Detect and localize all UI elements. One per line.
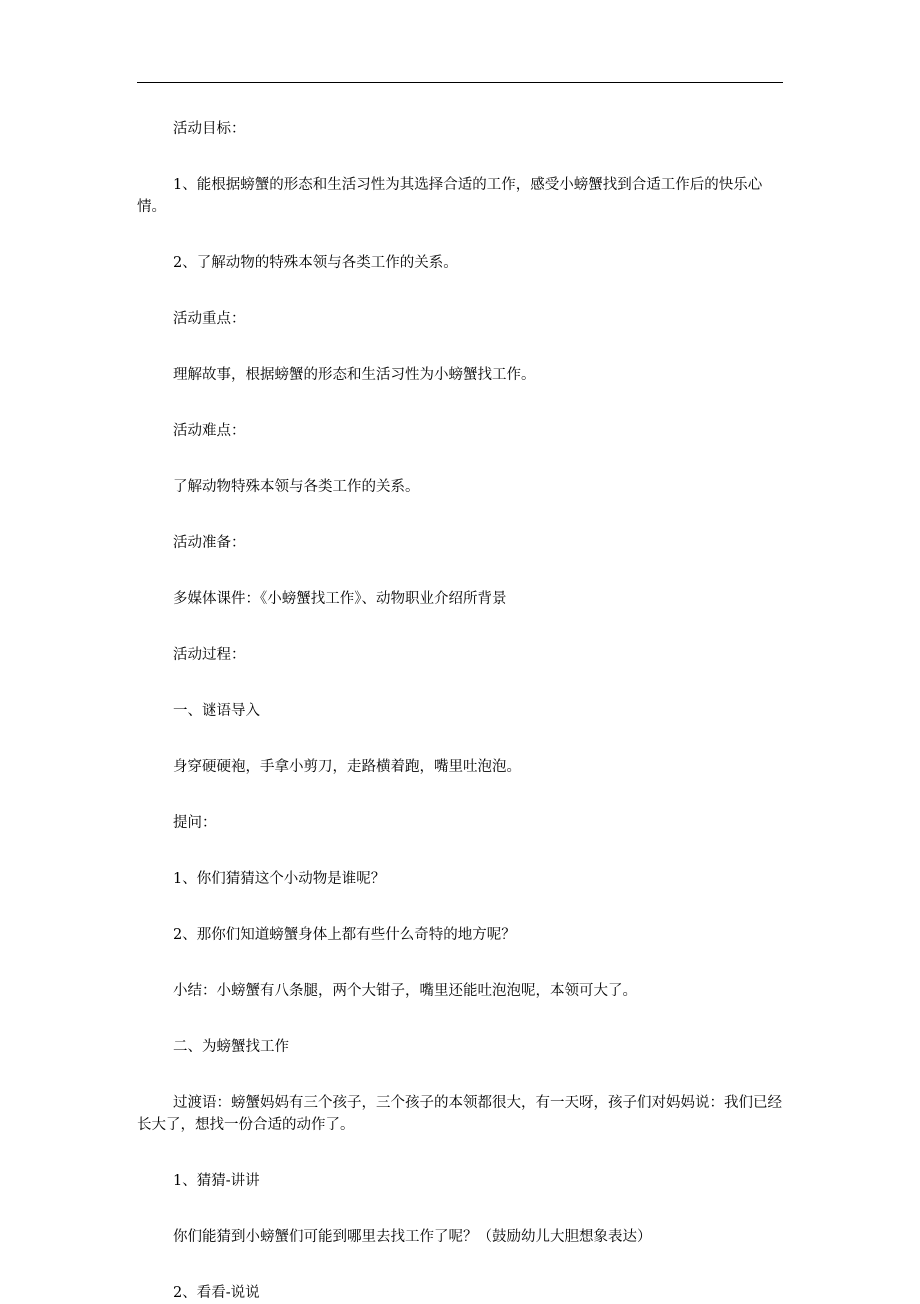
- paragraph-goals-heading: 活动目标：: [173, 121, 246, 137]
- paragraph-summary: 小结：小螃蟹有八条腿，两个大钳子，嘴里还能吐泡泡呢，本领可大了。: [173, 983, 637, 999]
- paragraph-step-1-text: 你们能猜到小螃蟹们可能到哪里去找工作了呢？（鼓励幼儿大胆想象表达）: [173, 1229, 652, 1245]
- paragraph-step-1-title: 1、猜猜-讲讲: [173, 1173, 260, 1189]
- paragraph-difficulty-text: 了解动物特殊本领与各类工作的关系。: [173, 479, 420, 495]
- paragraph-section-1-title: 一、谜语导入: [173, 703, 260, 719]
- paragraph-preparation-text: 多媒体课件：《小螃蟹找工作》、动物职业介绍所背景: [173, 591, 507, 607]
- paragraph-goal-2: 2、了解动物的特殊本领与各类工作的关系。: [173, 255, 458, 271]
- paragraph-question-label: 提问：: [173, 815, 217, 831]
- paragraph-question-1: 1、你们猜猜这个小动物是谁呢？: [173, 871, 386, 887]
- paragraph-transition: 过渡语：螃蟹妈妈有三个孩子，三个孩子的本领都很大，有一天呀，孩子们对妈妈说：我们已经长大了，想找一份合适的动作了。: [137, 1095, 782, 1133]
- paragraph-focus-heading: 活动重点：: [173, 311, 246, 327]
- paragraph-preparation-heading: 活动准备：: [173, 535, 246, 551]
- paragraph-section-2-title: 二、为螃蟹找工作: [173, 1039, 289, 1055]
- paragraph-focus-text: 理解故事，根据螃蟹的形态和生活习性为小螃蟹找工作。: [173, 367, 536, 383]
- paragraph-difficulty-heading: 活动难点：: [173, 423, 246, 439]
- paragraph-goal-1: 1、能根据螃蟹的形态和生活习性为其选择合适的工作，感受小螃蟹找到合适工作后的快乐心情。: [137, 177, 763, 215]
- paragraph-step-2-title: 2、看看-说说: [173, 1285, 260, 1301]
- header-rule: [137, 82, 783, 83]
- paragraph-process-heading: 活动过程：: [173, 647, 246, 663]
- paragraph-riddle: 身穿硬硬袍，手拿小剪刀，走路横着跑，嘴里吐泡泡。: [173, 759, 521, 775]
- paragraph-question-2: 2、那你们知道螃蟹身体上都有些什么奇特的地方呢？: [173, 927, 516, 943]
